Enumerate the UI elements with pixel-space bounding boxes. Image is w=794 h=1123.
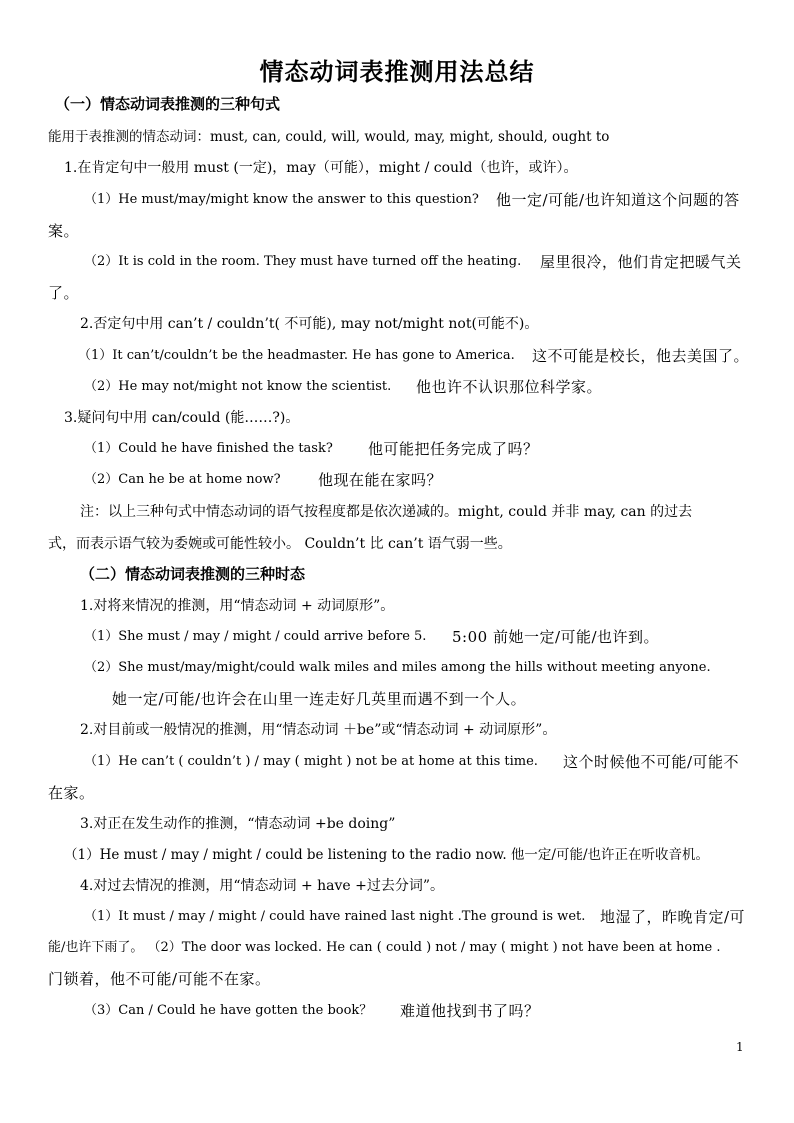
example-7-2-zh: 门锁着，他不可能/可能不在家。 bbox=[48, 970, 271, 988]
example-7-3-zh: 难道他找到书了吗？ bbox=[400, 1002, 540, 1020]
rule-progressive: 3.对正在发生动作的推测，“情态动词 +be doing” bbox=[80, 816, 396, 832]
example-7-1-en: （1）It must / may / might / could have rained last night .The ground is wet. bbox=[84, 909, 586, 924]
example-1-1-zh: 他一定/可能/也许知道这个问题的答 bbox=[496, 191, 740, 209]
example-1-2-zh-cont: 了。 bbox=[48, 284, 80, 302]
example-3-1-zh: 他可能把任务完成了吗？ bbox=[368, 440, 539, 458]
example-7-1-zh: 地湿了，昨晚肯定/可 bbox=[600, 908, 746, 926]
rule-present: 2.对目前或一般情况的推测，用“情态动词 ＋be”或“情态动词 + 动词原形”。 bbox=[80, 722, 557, 738]
example-4-1-zh: 5:00 前她一定/可能/也许到。 bbox=[452, 628, 660, 646]
rule-future: 1.对将来情况的推测，用“情态动词 + 动词原形”。 bbox=[80, 598, 395, 614]
example-2-2-en: （2）He may not/might not know the scientist. bbox=[84, 379, 392, 394]
example-7-2: 能/也许下雨了。 （2）The door was locked. He can ( could ) not / may ( might ) not have been at home . bbox=[48, 940, 721, 955]
section-heading-1: （一）情态动词表推测的三种句式 bbox=[55, 95, 281, 113]
example-2-1-zh: 这不可能是校长，他去美国了。 bbox=[532, 347, 750, 365]
rule-affirmative: 1.在肯定句中一般用 must (一定)，may（可能），might / could（也许，或许）。 bbox=[64, 160, 578, 176]
example-1-2-zh: 屋里很冷，他们肯定把暖气关 bbox=[540, 253, 742, 271]
page-title: 情态动词表推测用法总结 bbox=[259, 57, 535, 86]
page-number: 1 bbox=[736, 1040, 744, 1054]
rule-negative: 2.否定句中用 can’t / couldn’t( 不可能), may not/might not(可能不)。 bbox=[80, 316, 539, 332]
example-4-2-en: （2）She must/may/might/could walk miles and miles among the hills without meeting anyone. bbox=[84, 660, 711, 675]
example-3-1-en: （1）Could he have finished the task? bbox=[84, 441, 333, 456]
rule-interrogative: 3.疑问句中用 can/could (能……?)。 bbox=[64, 410, 300, 426]
example-7-3-en: （3）Can / Could he have gotten the book？ bbox=[84, 1003, 373, 1018]
example-1-1-zh-cont: 案。 bbox=[48, 222, 80, 240]
note-line-1: 注：以上三种句式中情态动词的语气按程度都是依次递减的。might, could 并非 may, can 的过去 bbox=[80, 504, 693, 520]
example-6-1: （1）He must / may / might / could be listening to the radio now. 他一定/可能/也许正在听收音机。 bbox=[64, 847, 709, 863]
example-5-1-zh-cont: 在家。 bbox=[48, 784, 95, 802]
example-5-1-zh: 这个时候他不可能/可能不 bbox=[563, 753, 740, 771]
example-3-2-zh: 他现在能在家吗？ bbox=[318, 471, 443, 489]
example-2-1-en: （1）It can’t/couldn’t be the headmaster. He has gone to America. bbox=[78, 348, 515, 363]
modal-verbs-intro: 能用于表推测的情态动词：must, can, could, will, would, may, might, should, ought to bbox=[48, 129, 610, 145]
example-4-1-en: （1）She must / may / might / could arrive before 5. bbox=[84, 629, 427, 644]
example-2-2-zh: 他也许不认识那位科学家。 bbox=[416, 378, 603, 396]
example-1-2-en: （2）It is cold in the room. They must have turned off the heating. bbox=[84, 254, 522, 269]
example-1-1-en: （1）He must/may/might know the answer to this question? bbox=[84, 192, 479, 207]
note-line-2: 式，而表示语气较为委婉或可能性较小。 Couldn’t 比 can’t 语气弱一些。 bbox=[48, 536, 512, 552]
rule-past: 4.对过去情况的推测，用“情态动词 + have +过去分词”。 bbox=[80, 878, 445, 894]
example-3-2-en: （2）Can he be at home now? bbox=[84, 472, 281, 487]
example-5-1-en: （1）He can’t ( couldn’t ) / may ( might ) not be at home at this time. bbox=[84, 754, 538, 769]
example-4-2-zh: 她一定/可能/也许会在山里一连走好几英里而遇不到一个人。 bbox=[112, 690, 527, 708]
section-heading-2: （二）情态动词表推测的三种时态 bbox=[80, 565, 306, 583]
